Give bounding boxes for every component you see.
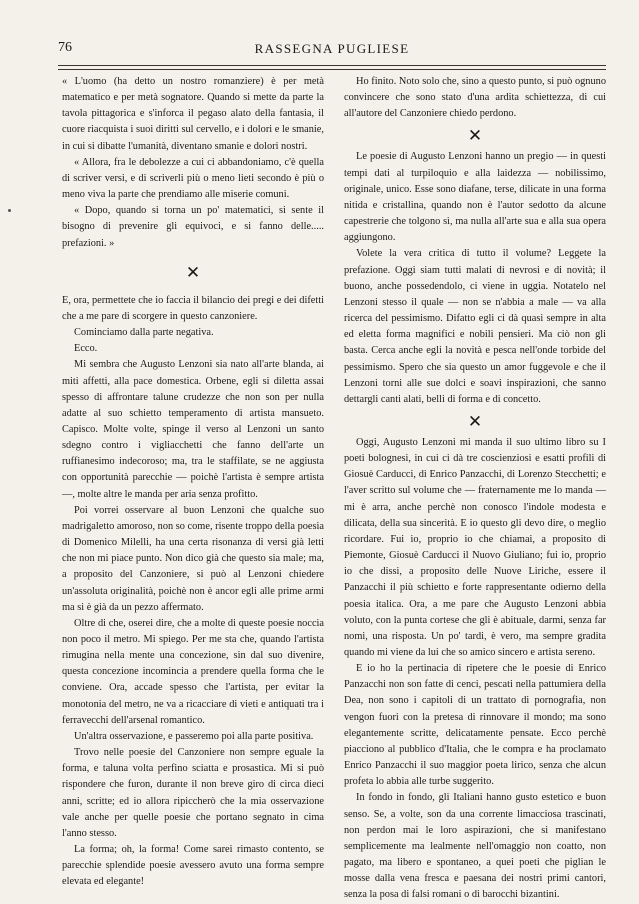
right-column <box>344 74 606 904</box>
running-title: RASSEGNA PUGLIESE <box>254 41 410 56</box>
paragraph: Ecco. <box>74 343 98 355</box>
paragraph: In fondo in fondo, gli Italiani hanno gusto estetico e buon senso. Se, a volte, son da una corrente limacciosa trascinati, non perdon mai le loro aspirazioni, che si manifestano semplicemente ma lealmente nell'omaggio non coatto, non pagato, ma libero e spontaneo, a quei poeti che piglian le mosse dalla vena fresca e paesana dei nostri primi cantori, senza la posa di falsi romani o di barocchi bizantini. <box>344 792 606 901</box>
paragraph: Oltre di che, oserei dire, che a molte di queste poesie noccia non poco il metro. Mi spiego. Per me sta che, quando l'artista rimugina nella mente una concezione, sin dal suo divenire, questa concezione incomincia a prendere quella forma che le conviene. Ora, accade spesso che l'artista, per evitar la monotonia del metro, ne va a ricacciare di vieti e antiquati tra i ferravecchi dell'arsenal romantico. <box>62 617 324 726</box>
paragraph: Trovo nelle poesie del Canzoniere non sempre eguale la forma, e taluna volta perfino sciatta e prosastica. Mi si può rispondere che furon, durante il non breve giro di circa dieci anni, scritte; ed io allora ripiccherò che la mia osservazione vale anche per quelle poesie che portano segnato in cima l'anno stesso. <box>62 747 324 839</box>
page-number: 76 <box>58 40 72 55</box>
section-separator: ✕ <box>467 126 483 146</box>
section-separator: ✕ <box>467 411 483 431</box>
section-separator: ✕ <box>185 262 201 282</box>
margin-mark <box>8 209 11 212</box>
paragraph: « Dopo, quando si torna un po' matematici, si sente il bisogno di prevenire gli equivoci, e si fanno delle..... prefazioni. » <box>62 205 324 249</box>
paragraph: Le poesie di Augusto Lenzoni hanno un pregio — in questi tempi dati al turpiloquio e alla laidezza — nobilissimo, originale, unico. Esse sono diafane, terse, dilicate in una forma nitida e cristallina, quando non è l'autor sedotto da alcune capestrerie che tolgono sì, ma nulla all'arte sua e alla sua opera aggiungono. <box>344 151 606 244</box>
page-header <box>58 40 606 62</box>
paragraph: « Allora, fra le debolezze a cui ci abbandoniamo, c'è quella di scriver versi, e di scriverli più o meno lieti secondo è più o meno viva la parte che prendiamo alle miserie comuni. <box>62 156 324 201</box>
paragraph: E, ora, permettete che io faccia il bilancio dei pregi e dei difetti che a me pare di scorgere in questo canzoniere. <box>62 294 324 322</box>
left-column <box>62 74 324 891</box>
paragraph: Mi sembra che Augusto Lenzoni sia nato all'arte blanda, ai miti affetti, alla pace domestica. Orbene, egli si diletta assai spesso di affrontare talune crudezze che non son per nulla adatte al suo schietto temperamento di artista mansueto. Capisco. Molte volte, spinge il verso al Lenzoni un santo sdegno contro i vigliacchetti che fanno dell'arte un ruffianesimo indecoroso; ma, tra le staffilate, se ne aggiusta con opportunità parecchie — poichè l'artista è sempre artista —, molte altre le manda per aria senza profitto. <box>62 359 324 500</box>
paragraph: Un'altra osservazione, e passeremo poi alla parte positiva. <box>74 730 314 742</box>
paragraph: Volete la vera critica di tutto il volume? Leggete la prefazione. Oggi siam tutti malati di nevrosi e di novità; il buono, anche possedendolo, ci viene in uggia. Notatelo nel Lenzoni stesso il quale — non se n'abbia a male — va alla ricerca del pessimismo. Difatto egli ci dà quasi sempre in alta ed eletta forma magnifici e nobili pensieri. Ma ciò non gli basta. Cerca anche egli la novità e pesca nell'onde torbide del pessimismo. Spero che sia questo un amor fuggevole e che il Lenzoni torni alle sue dolci e soavi inspirazioni, che sanno dettargli canti alati, belli di forma e di concetto. <box>344 248 606 405</box>
paragraph: Cominciamo dalla parte negativa. <box>74 327 214 339</box>
paragraph: Ho finito. Noto solo che, sino a questo punto, si può ognuno convincere che sono stato d'una ardita schiettezza, di cui all'autore del Canzoniere chiedo perdono. <box>344 76 606 120</box>
header-rule <box>58 65 606 70</box>
paragraph: La forma; oh, la forma! Come sarei rimasto contento, se parecchie splendide poesie avessero avuto una forma sempre elevata ed elegante! <box>62 844 324 888</box>
paragraph: « L'uomo (ha detto un nostro romanziere) è per metà matematico e per metà sognatore. Quando si mette da parte la tavola pittagorica e s'inforca il pegaso alato della fantasia, il cuore riacquista i suoi diritti sul cervello, e i dolori e le smanie, in cui si dibatte l'umanità, diventano smanie e dolori nostri. <box>62 76 324 152</box>
paragraph: E io ho la pertinacia di ripetere che le poesie di Enrico Panzacchi non son fatte di cenci, pescati nella pattumiera della Dea, non sono i capitoli di un trattato di pornografia, non vengon fuori con la pretesa di rinnovare il mondo; ma sono elegantemente scritte, delicatamente pensate. Ecco perchè piacciono al pubblico d'Italia, che le compra e ha proclamato Enrico Panzacchi il suo maggior poeta lirico, senza che alcun profeta lo abbia alle turbe suggerito. <box>344 663 606 788</box>
paragraph: Poi vorrei osservare al buon Lenzoni che qualche suo madrigaletto amoroso, non so come, risente troppo della poesia di Domenico Milelli, ha una certa risonanza di versi già letti che non mi piace punto. Non dico già che questo sia male; ma, a proposito del Canzoniere, si può al Lenzoni chiedere un'assoluta originalità, poichè non è ancor egli alle prime armi ma si è già da un pezzo affermato. <box>62 504 324 613</box>
paragraph: Oggi, Augusto Lenzoni mi manda il suo ultimo libro su I poeti bolognesi, in cui ci dà tre coscienziosi e esatti profili di Giosuè Carducci, di Enrico Panzacchi, di Lorenzo Stecchetti; e l'aver scritto sul volume che — fraternamente me lo manda — mi è arra, anche perchè non conosco l'indole modesta e dilicata, della sua sincerità. E io questo gli devo dire, o meglio ricordare. Fui io, proprio io che chiamai, a proposito di Piemonte, Giosuè Carducci il Nuovo Giuliano; fui io, proprio io che dissi, a proposito delle Nuove Liriche, essere il Panzacchi il più schietto e forte rappresentante odierno della poesia italica. Ora, a me pare che Augusto Lenzoni abbia voluto, con la punta cortese che gli è abituale, darmi, senza far nomi, una risposta. Un po' tardi, è vero, ma sempre gradita quando mi viene da lui che so amico sincero e artista sereno. <box>344 436 606 658</box>
